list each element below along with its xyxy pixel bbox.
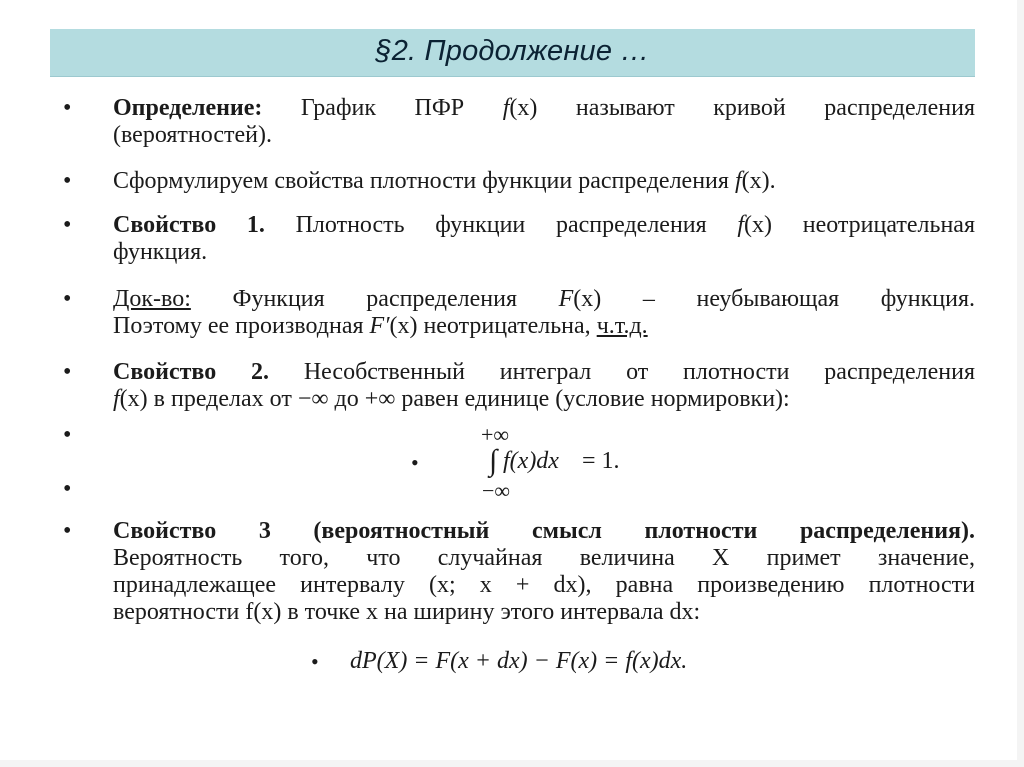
property-1-label: Свойство 1. xyxy=(113,212,265,238)
bullet-6: • xyxy=(63,422,72,448)
formula-bullet: • xyxy=(411,450,419,475)
property-2-line2: в пределах от −∞ до +∞ равен единице (условие нормировки): xyxy=(147,386,790,412)
proof-Fprime: F′ xyxy=(369,313,390,339)
property-2-x: (x) xyxy=(119,386,148,412)
proof-label: Док-во: xyxy=(113,286,191,312)
definition-text-b: называют кривой распределения xyxy=(537,95,976,121)
property-3-line3: принадлежащее интервалу (x; x + dx), равна произведению плотности xyxy=(113,572,975,598)
integral-body: f(x)dx xyxy=(503,448,559,474)
definition-f: f xyxy=(502,95,510,121)
integral-lower-limit: −∞ xyxy=(482,478,511,503)
property-1-text-b: неотрицательная xyxy=(772,212,976,238)
frame-edge-right xyxy=(1017,0,1024,767)
bullet-5: • xyxy=(63,359,72,385)
proof-qed: ч.т.д. xyxy=(596,313,648,339)
properties-intro-tail: (x). xyxy=(741,168,776,194)
property-2-text: Несобственный интеграл от плотности распределения xyxy=(269,359,975,385)
differential-formula: dP(X) = F(x + dx) − F(x) = f(x)dx. xyxy=(350,648,688,674)
property-2-label: Свойство 2. xyxy=(113,359,270,385)
proof-text-a: Функция распределения xyxy=(190,286,559,312)
property-1-text-a: Плотность функции распределения xyxy=(264,212,738,238)
proof-line2-a: Поэтому ее производная xyxy=(113,313,370,339)
property-3-paragraph xyxy=(113,518,975,626)
proof-x: (x) xyxy=(573,286,602,312)
definition-x: (x) xyxy=(509,95,538,121)
title-bar xyxy=(50,29,975,77)
bullet-2: • xyxy=(63,168,72,194)
definition-label: Определение: xyxy=(113,95,263,121)
definition-paragraph xyxy=(113,95,975,149)
proof-F: F xyxy=(558,286,574,312)
bullet-7: • xyxy=(63,476,72,502)
proof-line2-c: неотрицательна, xyxy=(417,313,597,339)
property-1-line2: функция. xyxy=(113,239,208,265)
proof-line2-x: (x) xyxy=(389,313,418,339)
property-1-x: (x) xyxy=(744,212,773,238)
slide-title: §2. Продолжение … xyxy=(375,35,650,67)
property-1-paragraph xyxy=(113,212,975,266)
integral-sign: ∫ xyxy=(489,444,498,477)
definition-line2: (вероятностей). xyxy=(113,122,272,148)
bullet-4: • xyxy=(63,286,72,312)
formula-2-bullet: • xyxy=(311,649,319,674)
bullet-1: • xyxy=(63,95,72,121)
properties-intro-f: f xyxy=(734,168,742,194)
property-3-line4: вероятности f(x) в точке x на ширину этого интервала dx: xyxy=(113,599,701,625)
bullet-8: • xyxy=(63,518,72,544)
frame-edge-bottom xyxy=(0,760,1024,767)
properties-intro xyxy=(113,168,975,195)
property-2-paragraph xyxy=(113,359,975,413)
integral-rhs: = 1. xyxy=(582,448,620,474)
property-3-label: Свойство 3 (вероятностный смысл плотности распределения). xyxy=(113,518,975,544)
property-2-f: f xyxy=(113,386,120,412)
property-1-f: f xyxy=(737,212,745,238)
definition-text-a: График ПФР xyxy=(300,95,503,121)
property-3-line2: Вероятность того, что случайная величина X примет значение, xyxy=(113,545,975,571)
properties-intro-text: Сформулируем свойства плотности функции распределения xyxy=(113,168,735,194)
proof-paragraph xyxy=(113,286,975,340)
bullet-3: • xyxy=(63,212,72,238)
proof-text-b: – неубывающая функция. xyxy=(601,286,975,312)
integral-upper-limit: +∞ xyxy=(481,422,510,447)
